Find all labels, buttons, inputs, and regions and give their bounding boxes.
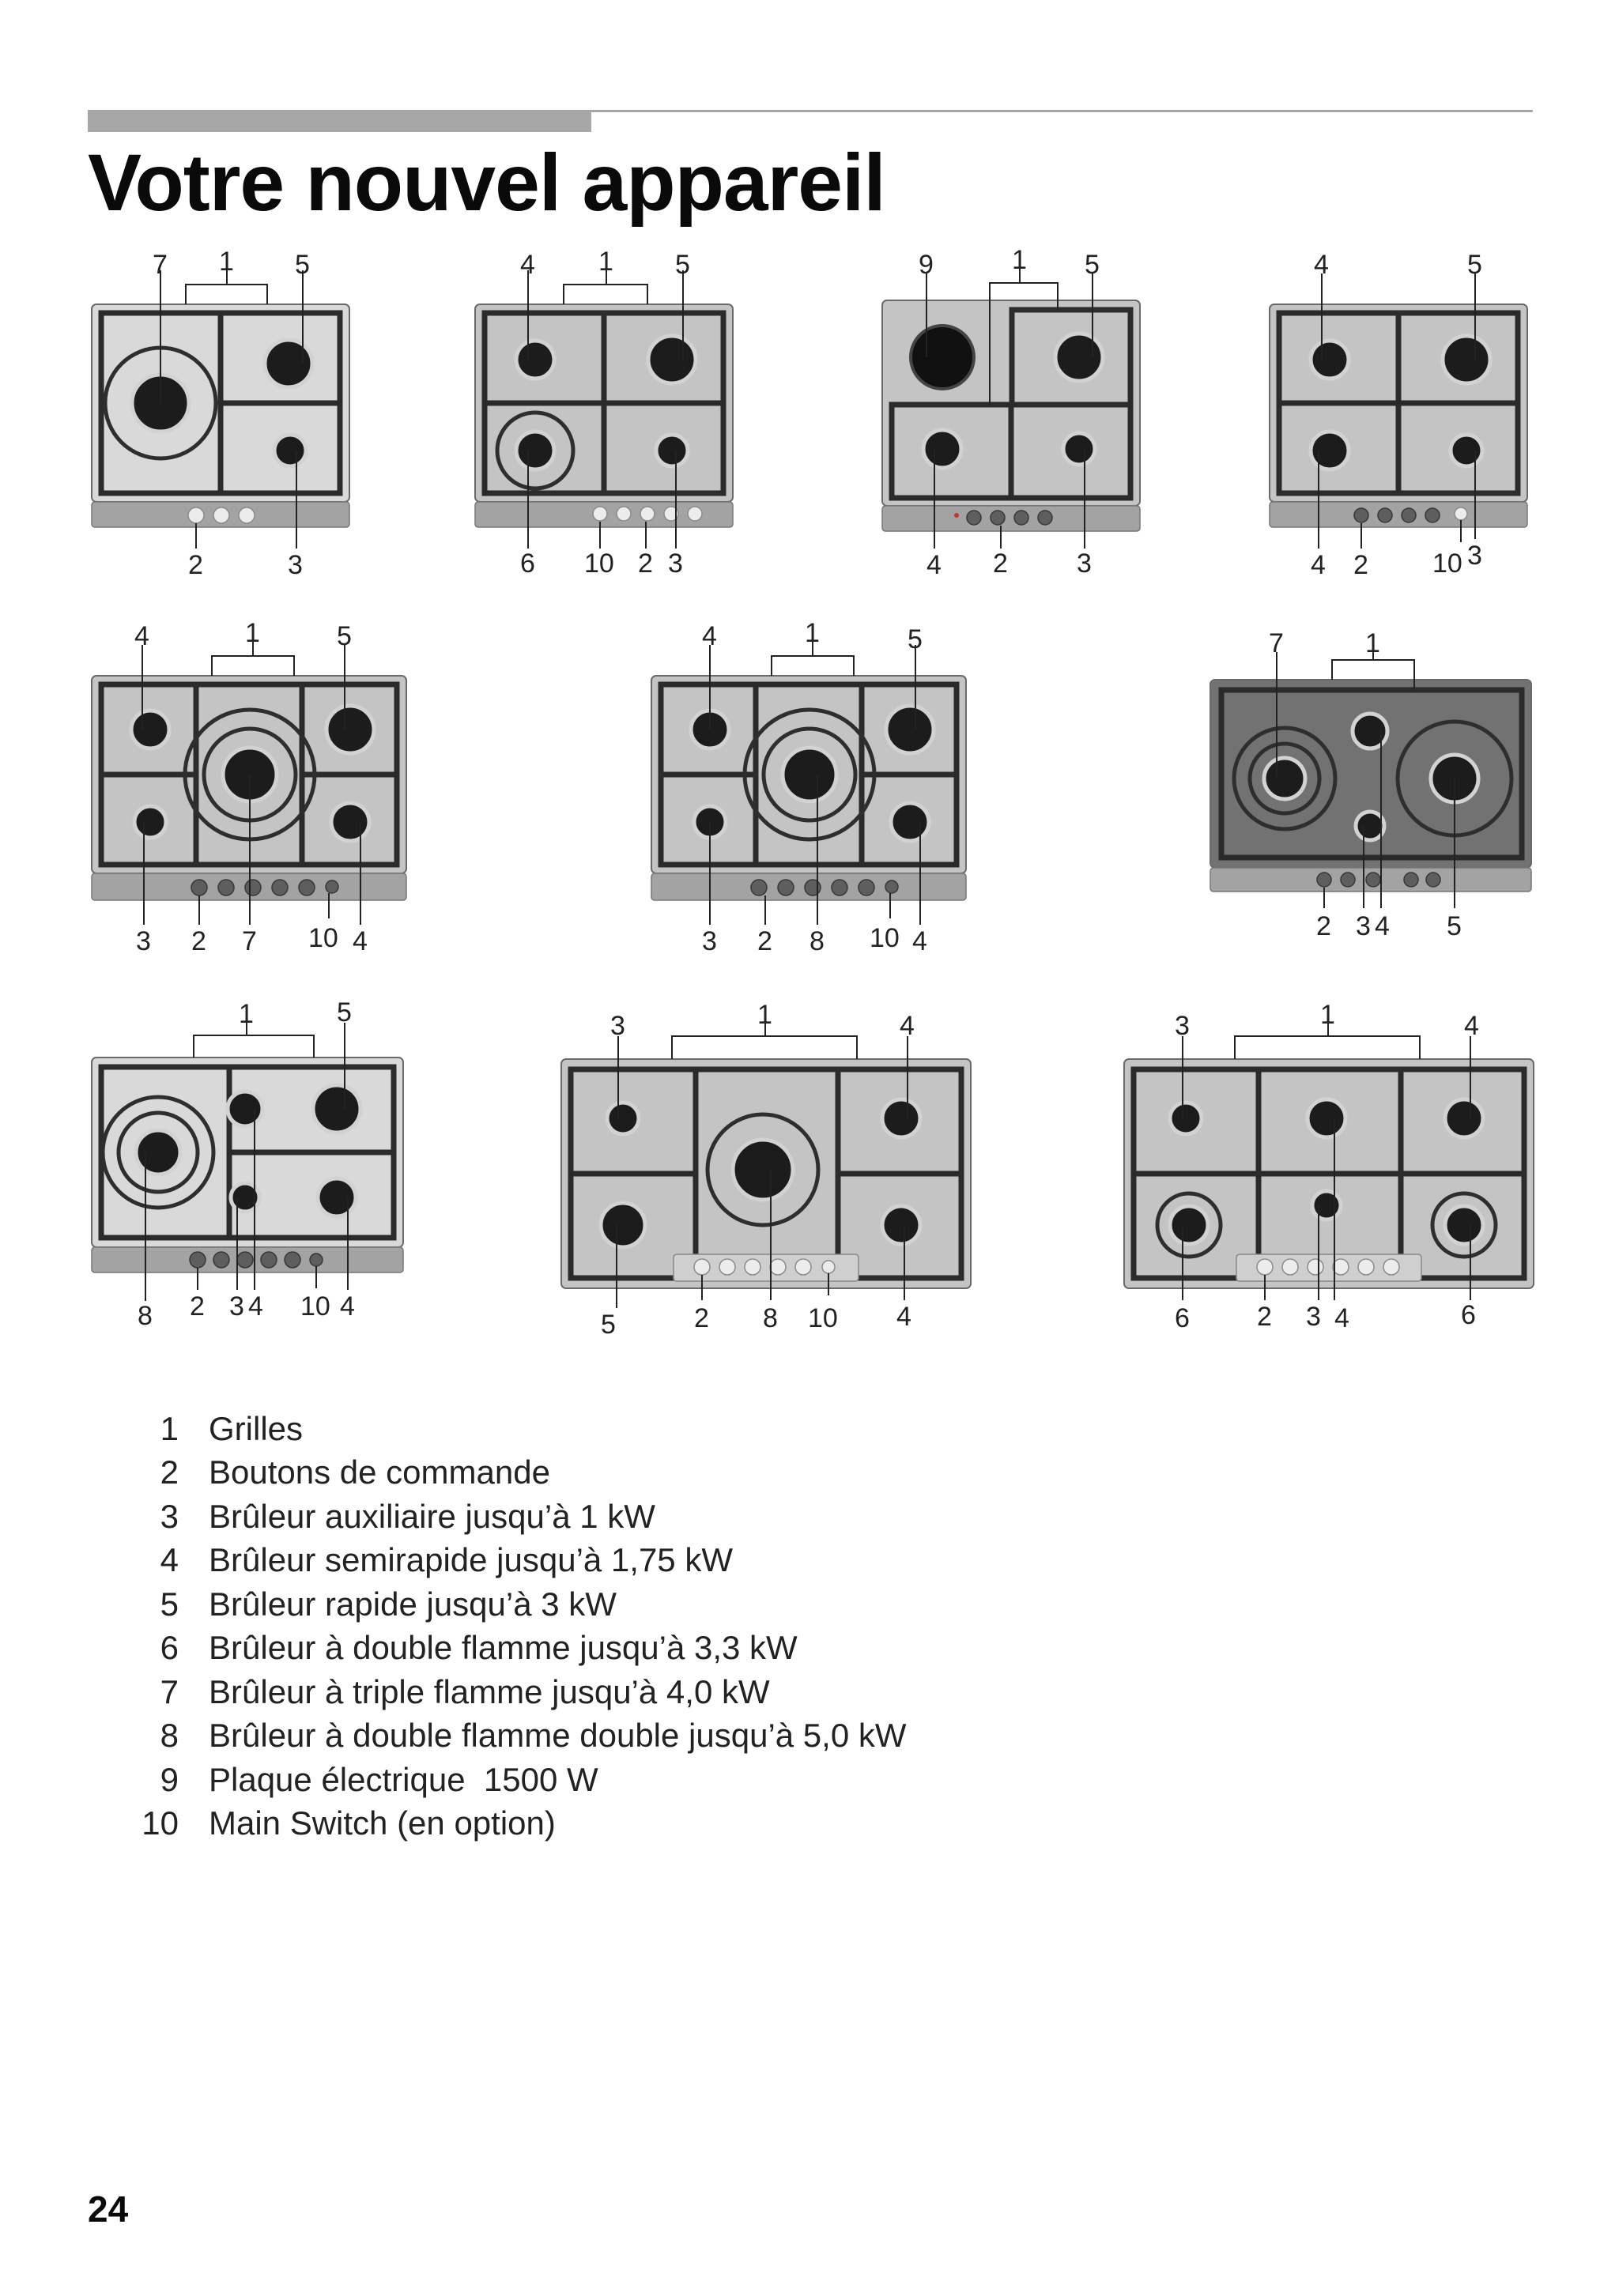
callout-3: 3 [610,1011,625,1041]
cooktop-1-illustration [79,247,372,585]
callout-2: 2 [1316,911,1331,941]
callout-2: 2 [1353,550,1368,580]
legend-text: Brûleur à double flamme double jusqu’à 5,0 kW [209,1717,907,1755]
legend-number: 5 [160,1585,179,1623]
cooktop-3-illustration [870,245,1162,585]
callout-1: 1 [239,999,254,1029]
legend-text: Main Switch (en option) [209,1804,556,1842]
callout-4: 4 [912,926,927,956]
legend-item [126,1802,907,1846]
callout-10: 10 [1432,549,1462,579]
callout-4: 4 [1464,1011,1479,1041]
callout-10: 10 [308,923,338,953]
legend-item [126,1407,907,1451]
legend-number: 4 [160,1541,179,1579]
callout-7: 7 [153,250,168,280]
callout-9: 9 [919,250,934,280]
callout-1: 1 [245,618,260,648]
callout-6: 6 [520,549,535,579]
callout-2: 2 [638,549,653,579]
callout-8: 8 [138,1301,153,1331]
cooktop-7-illustration [1198,628,1545,960]
callout-2: 2 [191,926,206,956]
legend-item [126,1670,907,1714]
callout-3: 3 [1077,549,1092,579]
callout-4: 4 [896,1302,911,1332]
callout-1: 1 [1365,628,1380,658]
callout-4: 4 [520,250,535,280]
cooktop-6-illustration [639,618,987,964]
callout-5: 5 [908,624,923,654]
callout-4: 4 [926,550,942,580]
callout-5: 5 [337,997,352,1027]
callout-5: 5 [1085,250,1100,280]
callout-5: 5 [295,250,310,280]
legend-item [126,1627,907,1671]
callout-10: 10 [870,923,900,953]
callout-5: 5 [337,621,352,651]
callout-10: 10 [584,549,614,579]
legend-text: Plaque électrique 1500 W [209,1760,598,1798]
callout-2: 2 [993,549,1008,579]
legend-number: 7 [160,1672,179,1710]
legend-item [126,1582,907,1627]
callout-4: 4 [900,1011,915,1041]
callout-7: 7 [1269,628,1284,658]
callout-2: 2 [1257,1302,1272,1332]
callout-10: 10 [808,1303,838,1333]
callout-8: 8 [810,926,825,956]
callout-6: 6 [1175,1303,1190,1333]
cooktop-8-illustration [79,996,427,1331]
callout-3: 3 [229,1291,244,1321]
legend-item [126,1758,907,1802]
callout-2: 2 [188,550,203,580]
callout-4: 4 [702,621,717,651]
callout-4: 4 [340,1291,355,1321]
header-rule-accent [88,111,591,132]
callout-3: 3 [288,550,303,580]
callout-3: 3 [136,926,151,956]
callout-6: 6 [1461,1300,1476,1330]
callout-4: 4 [248,1291,263,1321]
legend-item [126,1495,907,1539]
callout-3: 3 [1356,911,1371,941]
legend-number: 10 [142,1804,179,1842]
legend-text: Boutons de commande [209,1453,550,1491]
legend-text: Brûleur à triple flamme jusqu’à 4,0 kW [209,1672,770,1710]
callout-4: 4 [1314,250,1329,280]
legend-text: Brûleur auxiliaire jusqu’à 1 kW [209,1497,655,1535]
cooktop-4-illustration [1257,250,1549,585]
legend-number: 3 [160,1497,179,1535]
cooktop-10-illustration [1116,1000,1543,1340]
callout-8: 8 [763,1303,778,1333]
callout-3: 3 [1467,541,1482,571]
callout-5: 5 [1447,911,1462,941]
callout-1: 1 [1320,1000,1335,1030]
legend-number: 9 [160,1760,179,1798]
callout-4: 4 [134,621,149,651]
parts-legend [126,1407,907,1845]
callout-3: 3 [668,549,683,579]
cooktop-2-illustration [462,247,755,585]
legend-item [126,1714,907,1759]
legend-text: Brûleur semirapide jusqu’à 1,75 kW [209,1541,733,1579]
legend-text: Grilles [209,1409,304,1447]
callout-5: 5 [1467,250,1482,280]
callout-4: 4 [353,926,368,956]
callout-4: 4 [1375,911,1390,941]
legend-number: 6 [160,1629,179,1667]
callout-1: 1 [598,247,613,277]
callout-3: 3 [702,926,717,956]
callout-4: 4 [1311,550,1326,580]
page-number: 24 [88,2189,129,2230]
legend-text: Brûleur rapide jusqu’à 3 kW [209,1585,617,1623]
page-title: Votre nouvel appareil [88,138,885,228]
cooktop-5-illustration [79,618,427,964]
callout-2: 2 [757,926,772,956]
legend-text: Brûleur à double flamme jusqu’à 3,3 kW [209,1629,798,1667]
callout-5: 5 [601,1310,616,1340]
callout-3: 3 [1175,1011,1190,1041]
callout-1: 1 [757,1000,772,1030]
cooktop-9-illustration [553,1000,980,1340]
callout-2: 2 [694,1303,709,1333]
callout-4: 4 [1334,1303,1349,1333]
callout-10: 10 [300,1291,330,1321]
callout-1: 1 [219,247,234,277]
callout-1: 1 [1012,245,1027,275]
legend-number: 2 [160,1453,179,1491]
callout-3: 3 [1306,1302,1321,1332]
callout-5: 5 [675,250,690,280]
legend-number: 8 [160,1717,179,1755]
callout-2: 2 [190,1291,205,1321]
legend-number: 1 [160,1409,179,1447]
legend-item [126,1451,907,1495]
callout-1: 1 [805,618,820,648]
callout-7: 7 [242,926,257,956]
legend-item [126,1539,907,1583]
